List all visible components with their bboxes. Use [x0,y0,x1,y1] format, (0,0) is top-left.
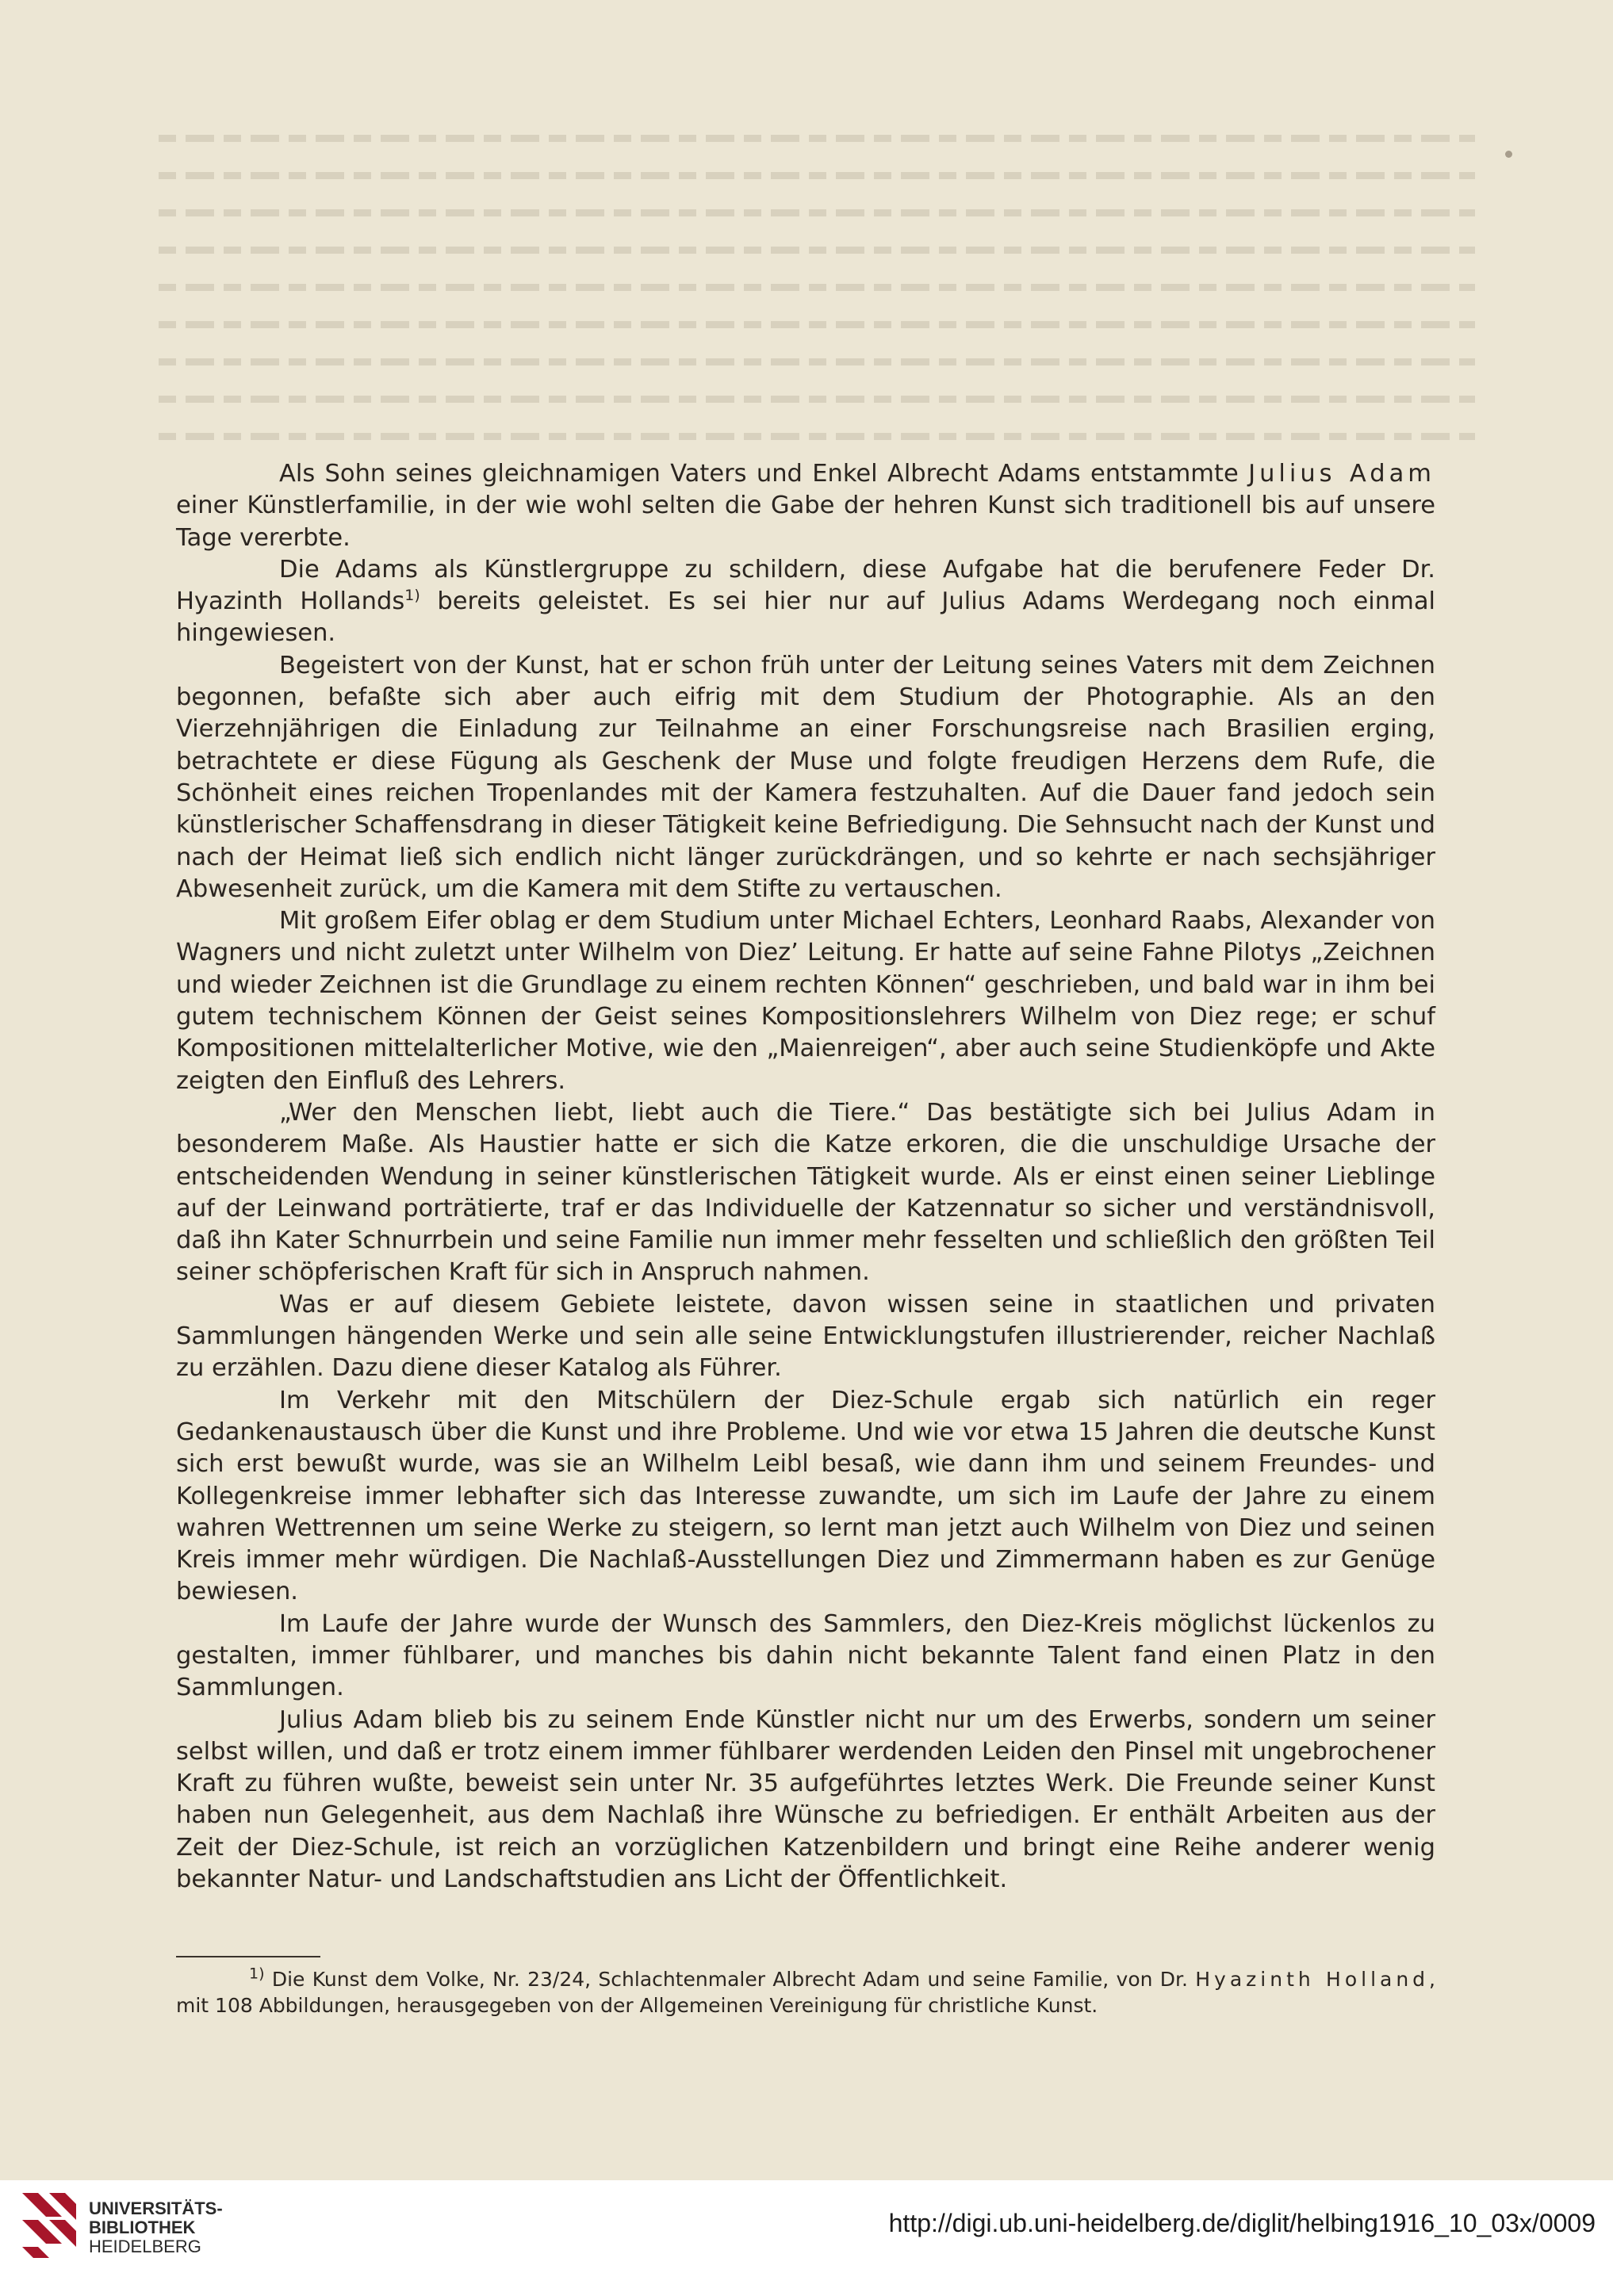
person-name: Julius Adam [1248,460,1435,488]
footnote-author: Hyazinth Holland [1195,1968,1430,1991]
paragraph: Die Adams als Künstlergruppe zu schildern, diese Aufgabe hat die berufenere Feder Dr. Hyazinth Hollands$^{1)}$ bereits geleistet. Es sei hier nur auf Julius Adams Werdegang noch einmal hingewiesen. [176,555,1435,648]
paragraph: Was er auf diesem Gebiete leistete, davon wissen seine in staatlichen und privaten Sammlungen hängenden Werke und sein alle seine Entwicklungstufen illustrierender, reicher Nachlaß zu erzählen. Dazu diene dieser Katalog als Führer. [176,1290,1435,1383]
paragraph: Julius Adam blieb bis zu seinem Ende Künstler nicht nur um des Erwerbs, sondern um seiner selbst willen, und daß er trotz einem immer fühlbarer werdenden Leiden den Pinsel mit ungebrochener Kraft zu führen wußte, beweist sein unter Nr. 35 aufgeführtes letztes Werk. Die Freunde seiner Kunst haben nun Gelegenheit, aus dem Nachlaß ihre Wünsche zu befriedigen. Er enthält Arbeiten aus der Zeit der Diez-Schule, ist reich an vorzüglichen Katzenbildern und bringt eine Reihe anderer wenig bekannter Natur- und Landschaftstudien ans Licht der Öffentlichkeit. [176,1705,1435,1894]
paragraph: Als Sohn seines gleichnamigen Vaters und Enkel Albrecht Adams entstammte Julius Adam einer Künstlerfamilie, in der wie wohl selten die Gabe der hehren Kunst sich traditionell bis auf unsere Tage vererbte. [176,460,1435,552]
footer-bar [0,2180,1613,2296]
paragraph: Mit großem Eifer oblag er dem Studium unter Michael Echters, Leonhard Raabs, Alexander von Wagners und nicht zuletzt unter Wilhelm von Diez’ Leitung. Er hatte auf seine Fahne Pilotys „Zeichnen und wieder Zeichnen ist die Grundlage zu einem rechten Können“ geschrieben, und bald war in ihm bei gutem technischem Können der Geist seines Kompositionslehrers Wilhelm von Diez rege; er schuf Kompositionen mittelalterlicher Motive, wie den „Maienreigen“, aber auch seine Studienköpfe und Akte zeigten den Einfluß des Lehrers. [176,907,1435,1095]
footnote-marker: 1) [249,1965,265,1983]
source-url-link[interactable]: http://digi.ub.uni-heidelberg.de/diglit/helbing1916_10_03x/0009 [888,2209,1596,2237]
paper-spot [1505,151,1512,158]
paragraph: „Wer den Menschen liebt, liebt auch die Tiere.“ Das bestätigte sich bei Julius Adam in besonderem Maße. Als Haustier hatte er sich die Katze erkoren, die die unschuldige Ursache der entscheidenden Wendung in seiner künstlerischen Tätigkeit wurde. Als er einst einen seiner Lieblinge auf der Leinwand porträtierte, traf er das Individuelle der Katzennatur so sicher und verständnisvoll, daß ihn Kater Schnurrbein und seine Familie nun immer mehr fesselten und schließlich den größten Teil seiner schöpferischen Kraft für sich in Anspruch nahmen. [176,1098,1435,1287]
footnote-ref: 1) [404,587,420,605]
paragraph: Im Verkehr mit den Mitschülern der Diez-Schule ergab sich natürlich ein reger Gedankenaustausch über die Kunst und ihre Probleme. Und wie vor etwa 15 Jahren die deutsche Kunst sich erst bewußt wurde, was sie an Wilhelm Leibl besaß, wie dann ihm und seinem Freundes- und Kollegenkreise immer lebhafter sich das Interesse zuwandte, um sich im Laufe der Jahre zu einem wahren Wettrennen um seine Werke zu steigern, so lernt man jetzt auch Wilhelm von Diez und seinen Kreis immer mehr würdigen. Die Nachlaß-Ausstellungen Diez und Zimmermann haben es zur Genüge bewiesen. [176,1386,1435,1606]
footnote-rule [176,1956,320,1957]
ub-heidelberg-logo-icon [17,2188,81,2264]
paragraph: Begeistert von der Kunst, hat er schon früh unter der Leitung seines Vaters mit dem Zeichnen begonnen, befaßte sich aber auch eifrig mit dem Studium der Photographie. Als an den Vierzehnjährigen die Einladung zur Teilnahme an einer Forschungsreise nach Brasilien erging, betrachtete er diese Fügung als Geschenk der Muse und folgte freudigen Herzens dem Rufe, die Schönheit eines reichen Tropenlandes mit der Kamera festzuhalten. Auf die Dauer fand jedoch sein künstlerischer Schaffensdrang in dieser Tätigkeit keine Befriedigung. Die Sehnsucht nach der Kunst und nach der Heimat ließ sich endlich nicht länger zurückdrängen, und so kehrte er nach sechsjähriger Abwesenheit zurück, um die Kamera mit dem Stifte zu vertauschen. [176,651,1435,903]
bleed-through-area [159,135,1475,468]
footnote: $^{1)}$ Die Kunst dem Volke, Nr. 23/24, Schlachtenmaler Albrecht Adam und seine Familie, von Dr. Hyazinth Holland, mit 108 Abbildungen, herausgegeben von der Allgemeinen Vereinigung für christliche Kunst. [176,1965,1435,2017]
paragraph: Im Laufe der Jahre wurde der Wunsch des Sammlers, den Diez-Kreis möglichst lückenlos zu gestalten, immer fühlbarer, und manches bis dahin nicht bekannte Talent fand einen Platz in den Sammlungen. [176,1609,1435,1702]
library-name: UNIVERSITÄTS- BIBLIOTHEK HEIDELBERG [89,2198,223,2256]
main-text [176,458,1435,1896]
